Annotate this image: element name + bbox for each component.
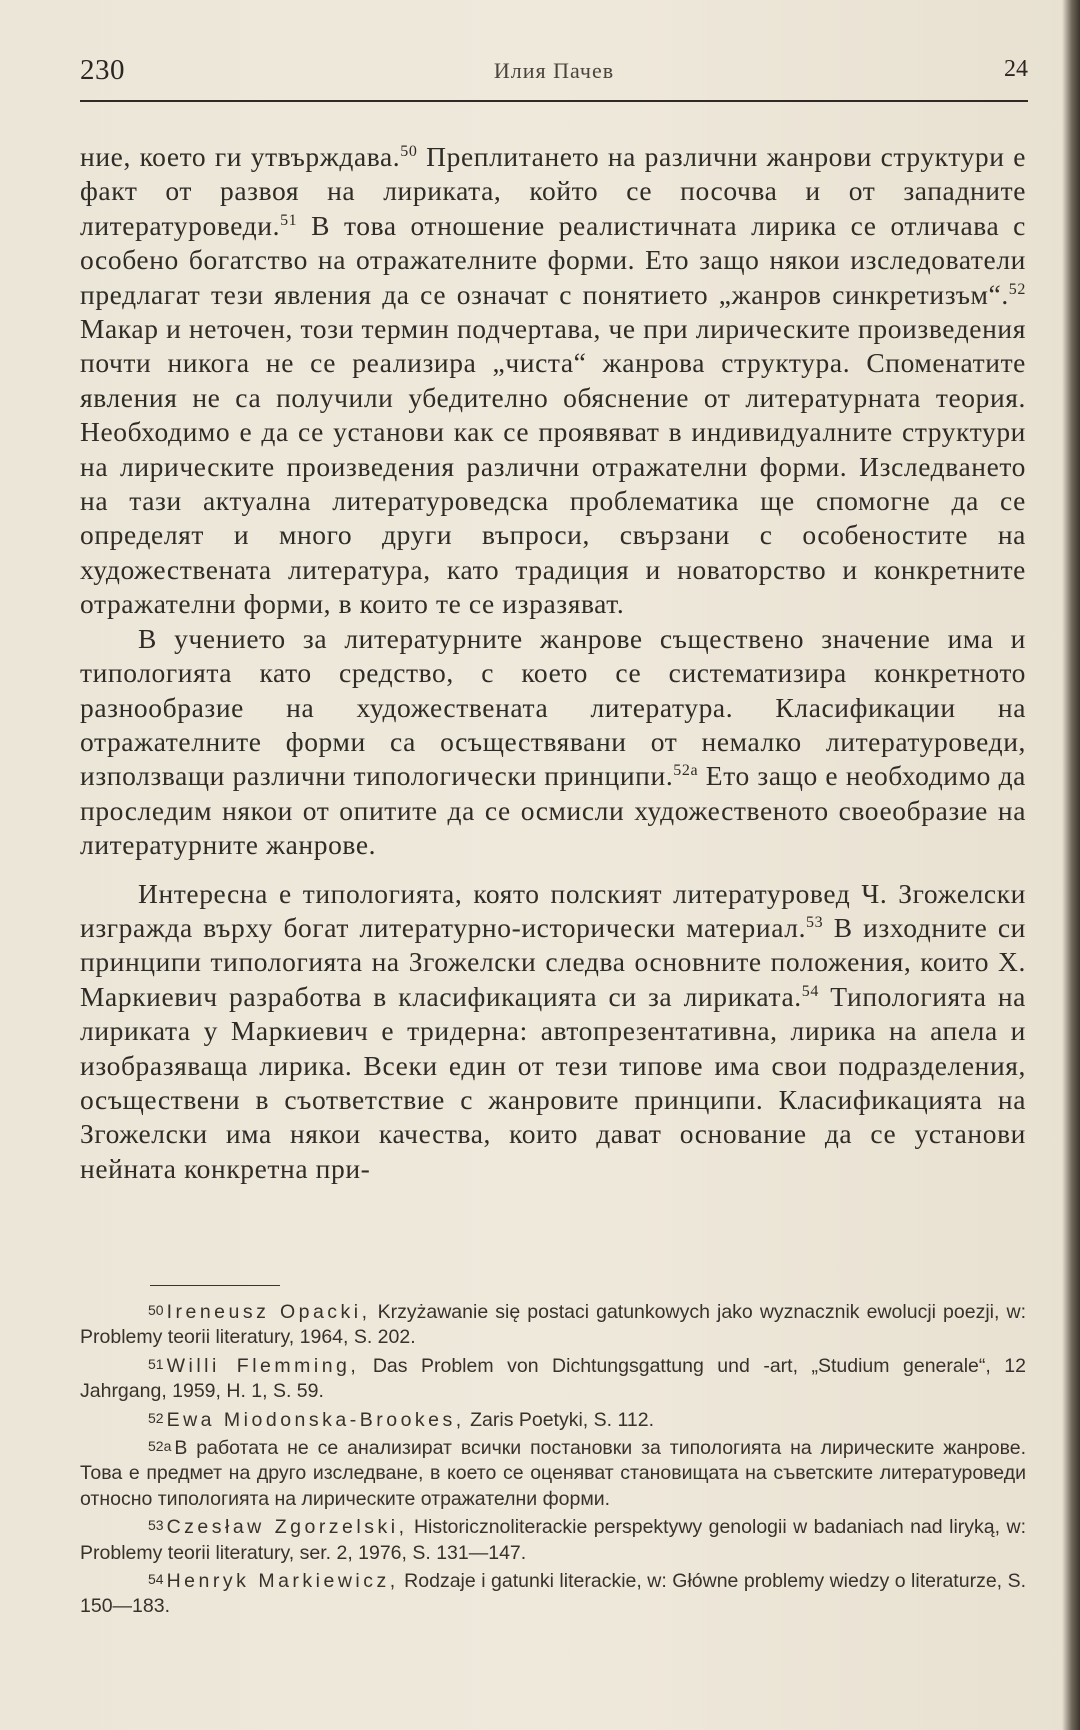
text-run: В изходните си принципи типологията на Згожелски следва основните положения, които Х. Маркиевич разработва в класификацията си за лириката. (80, 911, 1026, 1012)
text-run: Преплитането на различни жанрови структури е факт от развоя на лириката, който се посочва и от западните литературоведи. (80, 141, 1027, 241)
footnote-text: Rodzaje i gatunki literackie, w: Główne problemy wiedzy o literaturze, S. 150—183. (80, 1570, 1026, 1618)
footnote-number: 52a (148, 1438, 172, 1455)
signature-marker: 24 (1004, 56, 1028, 82)
footnote-rule (150, 1285, 280, 1286)
running-title: Илия Пачев (493, 58, 615, 83)
text-run: Типологията на лириката у Маркиевич е тридерна: автопрезентативна, лирика на апела и изобразяваща лирика. Всеки един от тези типове има свои подразделения, осъществени в съответствие с жанровите принципи. Класификацията на Згожелски има някои качества, които дават основание да се установи нейната конкретна при- (80, 980, 1026, 1184)
footnote-text: Zaris Poetyki, S. 112. (464, 1408, 654, 1431)
footnote-text: Das Problem von Dichtungsgattung und -art, „Studium generale“, 12 Jahrgang, 1959, H. 1, S. 59. (80, 1354, 1026, 1403)
header-rule (80, 100, 1028, 102)
paragraph (80, 877, 1026, 1187)
paragraph (80, 140, 1026, 622)
footnote (80, 1436, 1026, 1512)
footnote-author: Willi Flemming, (166, 1354, 360, 1377)
text-run: В това отношение реалистичната лирика се отличава с особено богатство на отражателните форми. Ето защо някои изследователи предлагат тези явления да се означат с понятието „жанров синкретизъм“. (80, 209, 1026, 310)
footnote-author: Czesław Zgorzelski, (166, 1516, 408, 1539)
footnote-ref[interactable]: 50 (400, 142, 418, 160)
footnote-ref[interactable]: 53 (806, 913, 824, 931)
footnote-ref[interactable]: 52 (1008, 280, 1026, 298)
footnote-author: Ireneusz Opacki, (166, 1301, 371, 1323)
running-header (80, 48, 1028, 94)
footnotes (80, 1300, 1026, 1623)
main-text (80, 140, 1026, 1186)
footnote (80, 1408, 1026, 1433)
paragraph (80, 622, 1026, 863)
footnote-number: 53 (148, 1517, 164, 1534)
footnote-author: Henryk Markiewicz, (166, 1570, 399, 1593)
footnote-ref[interactable]: 52a (673, 762, 699, 780)
footnote (80, 1354, 1026, 1405)
text-run: В учението за литературните жанрове съществено значение има и типологията като средство, с което се систематизира конкретното разнообразие на художествената литература. Класификации на отражателните форми са осъществявани от немалко литературоведи, използващи различни типологически принципи. (80, 622, 1026, 792)
footnote-author: Ewa Miodonska-Brookes, (166, 1408, 465, 1431)
footnote (80, 1300, 1026, 1351)
footnote-number: 50 (148, 1302, 164, 1318)
footnote-text: В работата не се анализират всички постановки за типологията на лирическите жанрове. Това е предмет на друго изследване, в което се оценяват становищата на съветските литературоведи относно типологията на лирическите отражателни форми. (80, 1437, 1026, 1510)
footnote-number: 52 (148, 1409, 164, 1426)
footnote (80, 1515, 1026, 1566)
footnote-ref[interactable]: 54 (801, 982, 819, 1000)
footnote-number: 51 (148, 1355, 164, 1372)
text-run: Макар и неточен, този термин подчертава, че при лирическите произведения почти никога не се реализира „чиста“ жанрова структура. Споменатите явления не са получили убедително обяснение от литературната теория. Необходимо е да се установи как се проявяват в индивидуалните структури на лирическите произведения различни отражателни форми. Изследването на тази актуална литературоведска проблематика ще спомогне да се определят и много други въпроси, свързани с особеностите на художествената литература, като традиция и новаторство и конкретните отражателни форми, в които те се изразяват. (80, 313, 1026, 620)
text-run: Ето защо е необходимо да проследим някои от опитите да се осмисли художественото своеобразие на литературните жанрове. (80, 760, 1026, 861)
footnote (80, 1569, 1026, 1620)
footnote-text: Historicznoliterackie perspektywy genologii w badaniach nad liryką, w: Problemy teorii literatury, ser. 2, 1976, S. 131—147. (80, 1516, 1026, 1564)
footnote-number: 54 (148, 1571, 164, 1588)
text-run: ние, което ги утвърждава. (80, 141, 401, 172)
footnote-text: Krzyżawanie się postaci gatunkowych jako wyznacznik ewolucji poezji, w: Problemy teorii literatury, 1964, S. 202. (80, 1301, 1026, 1349)
text-run: Интересна е типологията, която полският литературовед Ч. Згожелски изгражда върху богат литературно-исторически материал. (80, 877, 1026, 943)
page-number: 230 (80, 54, 125, 86)
page-edge-shadow (1062, 0, 1080, 1730)
footnote-ref[interactable]: 51 (280, 211, 298, 229)
